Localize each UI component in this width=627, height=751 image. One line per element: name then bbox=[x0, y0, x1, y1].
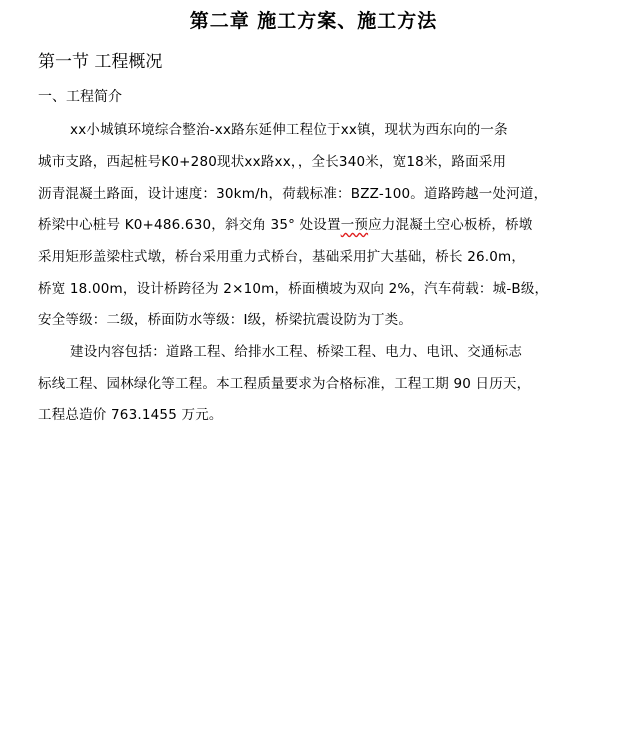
line-segment: 桥梁中心桩号 K0+486.630，斜交角 35° 处设置 bbox=[38, 217, 341, 233]
section-title: 第一节 工程概况 bbox=[38, 52, 163, 72]
paragraph-line: 工程总造价 763.1455 万元。 bbox=[38, 407, 223, 423]
paragraph-line: 桥宽 18.00m，设计桥跨径为 2×10m，桥面横坡为双向 2%，汽车荷载：城-B级， bbox=[38, 281, 549, 297]
chapter-title: 第二章 施工方案、施工方法 bbox=[189, 10, 438, 32]
paragraph-line: 采用矩形盖梁柱式墩，桥台采用重力式桥台，基础采用扩大基础，桥长 26.0m， bbox=[38, 249, 526, 265]
paragraph-line: xx小城镇环境综合整治-xx路东延伸工程位于xx镇，现状为西东向的一条 bbox=[70, 122, 508, 138]
paragraph-line: 建设内容包括：道路工程、给排水工程、桥梁工程、电力、电讯、交通标志 bbox=[70, 344, 523, 360]
paragraph-line: 城市支路，西起桩号K0+280现状xx路xx，，全长340米，宽18米，路面采用 bbox=[38, 154, 507, 170]
paragraph-line: 标线工程、园林绿化等工程。本工程质量要求为合格标准，工程工期 90 日历天， bbox=[38, 376, 531, 392]
paragraph-line bbox=[38, 213, 533, 233]
subsection-title: 一、工程简介 bbox=[38, 89, 122, 105]
line-segment: 应力混凝土空心板桥，桥墩 bbox=[368, 217, 533, 233]
paragraph-line: 沥青混凝土路面，设计速度：30km/h，荷载标准：BZZ-100。道路跨越一处河道， bbox=[38, 186, 548, 202]
paragraph-line: 安全等级：二级，桥面防水等级：I级，桥梁抗震设防为丁类。 bbox=[38, 312, 413, 328]
spellcheck-underlined-text: 一预 bbox=[340, 217, 369, 233]
